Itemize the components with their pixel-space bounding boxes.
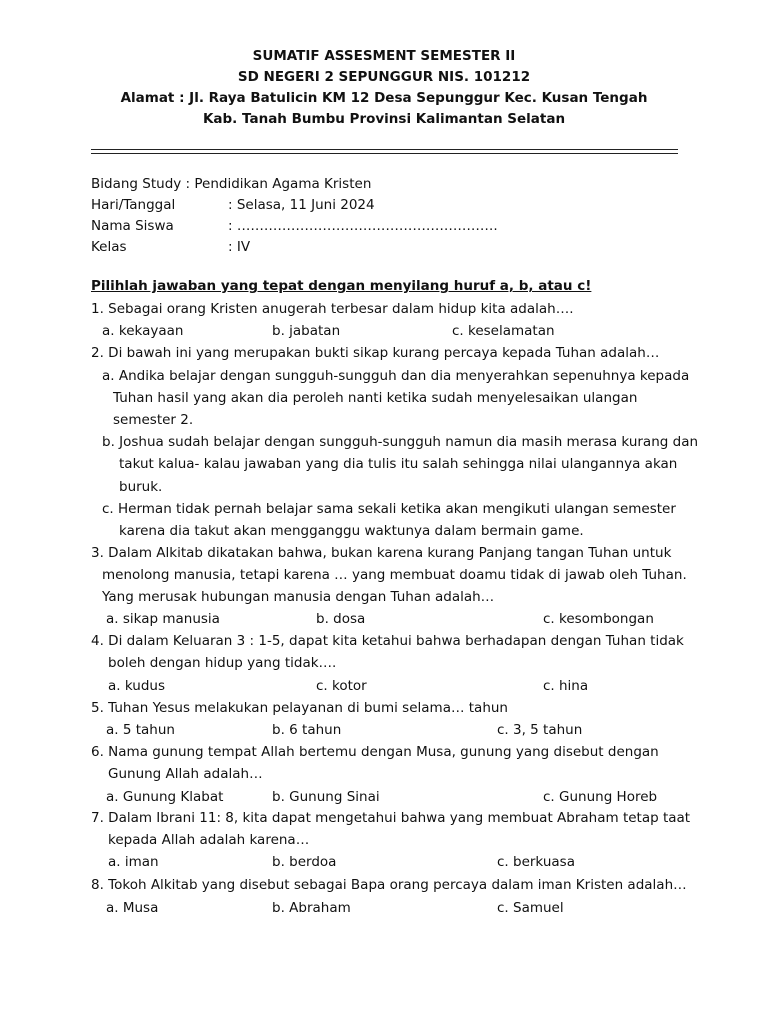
question-3-line2: menolong manusia, tetapi karena … yang membuat doamu tidak di jawab oleh Tuhan.: [102, 567, 687, 583]
date-value: : Selasa, 11 Juni 2024: [228, 197, 375, 213]
q6-option-a: a. Gunung Klabat: [106, 789, 224, 805]
instruction-text: Pilihlah jawaban yang tepat dengan menyilang huruf a, b, atau c!: [91, 278, 592, 294]
header-school: SD NEGERI 2 SEPUNGGUR NIS. 101212: [237, 69, 531, 85]
question-4-line1: 4. Di dalam Keluaran 3 : 1-5, dapat kita ketahui bahwa berhadapan dengan Tuhan tidak: [91, 633, 684, 649]
q2-option-b-line3: buruk.: [119, 479, 163, 495]
question-8: 8. Tokoh Alkitab yang disebut sebagai Bapa orang percaya dalam iman Kristen adalah…: [91, 877, 687, 893]
question-4-line2: boleh dengan hidup yang tidak….: [108, 655, 337, 671]
subject-row: [91, 174, 498, 195]
header-address: Alamat : Jl. Raya Batulicin KM 12 Desa Sepunggur Kec. Kusan Tengah: [120, 90, 648, 106]
q5-option-c: c. 3, 5 tahun: [497, 722, 583, 738]
class-value: : IV: [228, 239, 251, 255]
q1-option-c: c. keselamatan: [452, 323, 555, 339]
header-divider-bottom: [91, 153, 678, 154]
q5-option-b: b. 6 tahun: [272, 722, 342, 738]
q2-option-c-line2: karena dia takut akan mengganggu waktunya dalam bermain game.: [119, 523, 584, 539]
q7-option-c: c. berkuasa: [497, 854, 575, 870]
header-region: Kab. Tanah Bumbu Provinsi Kalimantan Selatan: [202, 111, 566, 127]
header-divider-top: [91, 149, 678, 150]
q8-option-a: a. Musa: [106, 900, 159, 916]
q2-option-b-line2: takut kalua- kalau jawaban yang dia tulis itu salah sehingga nilai ulangannya akan: [119, 456, 678, 472]
question-3-line3: Yang merusak hubungan manusia dengan Tuhan adalah…: [102, 589, 495, 605]
q2-option-c-line1: c. Herman tidak pernah belajar sama sekali ketika akan mengikuti ulangan semester: [102, 501, 676, 517]
q1-option-b: b. jabatan: [272, 323, 341, 339]
q4-option-c: c. hina: [543, 678, 589, 694]
subject-text: Bidang Study : Pendidikan Agama Kristen: [91, 176, 372, 192]
q2-option-a-line3: semester 2.: [113, 412, 194, 428]
q3-option-b: b. dosa: [316, 611, 366, 627]
student-info: [91, 174, 498, 258]
question-5: 5. Tuhan Yesus melakukan pelayanan di bumi selama… tahun: [91, 700, 508, 716]
q2-option-b-line1: b. Joshua sudah belajar dengan sungguh-sungguh namun dia masih merasa kurang dan: [102, 434, 699, 450]
q4-option-a: a. kudus: [108, 678, 165, 694]
header-title: SUMATIF ASSESMENT SEMESTER II: [252, 48, 516, 64]
name-value: : ………………………………………………….: [228, 218, 498, 234]
name-row: [91, 216, 498, 237]
question-2: 2. Di bawah ini yang merupakan bukti sikap kurang percaya kepada Tuhan adalah…: [91, 345, 660, 361]
q2-option-a-line2: Tuhan hasil yang akan dia peroleh nanti ketika sudah menyelesaikan ulangan: [113, 390, 638, 406]
date-label: Hari/Tanggal: [91, 197, 176, 213]
q4-option-b: c. kotor: [316, 678, 367, 694]
q1-option-a: a. kekayaan: [102, 323, 184, 339]
q8-option-b: b. Abraham: [272, 900, 351, 916]
date-row: [91, 195, 498, 216]
class-row: [91, 237, 498, 258]
question-6-line1: 6. Nama gunung tempat Allah bertemu dengan Musa, gunung yang disebut dengan: [91, 744, 659, 760]
document-header: [0, 46, 768, 130]
question-1: 1. Sebagai orang Kristen anugerah terbesar dalam hidup kita adalah….: [91, 301, 574, 317]
q3-option-a: a. sikap manusia: [106, 611, 220, 627]
question-7-line1: 7. Dalam Ibrani 11: 8, kita dapat mengetahui bahwa yang membuat Abraham tetap taat: [91, 810, 691, 826]
question-7-line2: kepada Allah adalah karena…: [108, 832, 310, 848]
class-label: Kelas: [91, 239, 127, 255]
q3-option-c: c. kesombongan: [543, 611, 654, 627]
q6-option-b: b. Gunung Sinai: [272, 789, 380, 805]
q7-option-b: b. berdoa: [272, 854, 337, 870]
question-6-line2: Gunung Allah adalah…: [108, 766, 263, 782]
q8-option-c: c. Samuel: [497, 900, 564, 916]
q7-option-a: a. iman: [108, 854, 159, 870]
q2-option-a-line1: a. Andika belajar dengan sungguh-sungguh dan dia menyerahkan sepenuhnya kepada: [102, 368, 690, 384]
q5-option-a: a. 5 tahun: [106, 722, 175, 738]
q6-option-c: c. Gunung Horeb: [543, 789, 658, 805]
question-3-line1: 3. Dalam Alkitab dikatakan bahwa, bukan karena kurang Panjang tangan Tuhan untuk: [91, 545, 672, 561]
name-label: Nama Siswa: [91, 218, 174, 234]
